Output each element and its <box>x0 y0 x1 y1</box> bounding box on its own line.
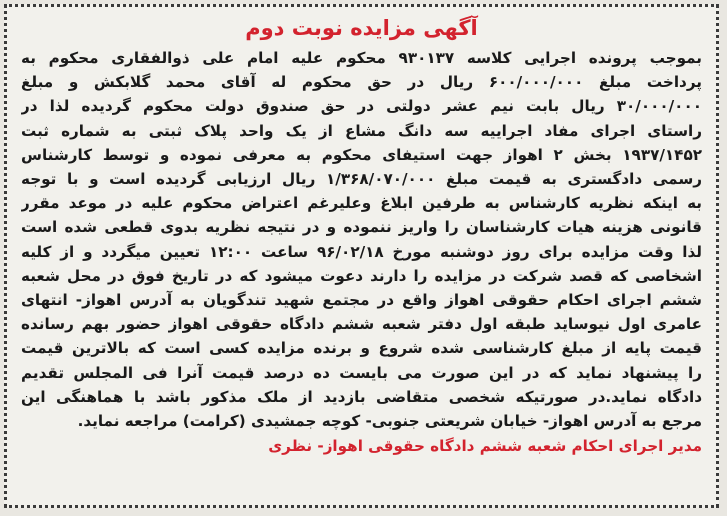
body-line: پرداخت مبلغ ۶۰۰/۰۰۰/۰۰۰ ریال در حق محکوم له آقای محمد گلابکش و مبلغ <box>21 73 702 92</box>
body-line: مرجع به آدرس اهواز- خیابان شریعتی جنوبی- کوچه جمشیدی (کرامت) مراجعه نماید. <box>77 412 702 431</box>
notice-signature: مدیر اجرای احکام شعبه ششم دادگاه حقوقی اهواز- نظری <box>268 437 702 456</box>
body-line: رسمی دادگستری به قیمت مبلغ ۱/۳۶۸/۰۷۰/۰۰۰ ریال ارزیابی گردیده است و با توجه <box>21 170 702 189</box>
body-line: به اینکه نظریه کارشناس به طرفین ابلاغ وعلیرغم اعتراض محکوم علیه در موعد مقرر <box>21 194 702 213</box>
body-line: بموجب پرونده اجرایی کلاسه ۹۳۰۱۳۷ محکوم علیه امام علی ذوالفقاری محکوم به <box>21 49 702 67</box>
body-line: اشخاصی که قصد شرکت در مزایده را دارند دعوت میشود که در تاریخ فوق در محل شعبه <box>21 266 702 285</box>
body-line: قانونی هزینه هیات کارشناسان را واریز ننموده و در نتیجه نظریه بدوی قطعی شده است <box>21 218 702 237</box>
body-line: راستای اجرای مفاد اجراییه سه دانگ مشاع از یک واحد پلاک ثبتی به شماره ثبت <box>21 121 702 140</box>
body-line: لذا وقت مزایده برای روز دوشنبه مورخ ۹۶/۰۲/۱۸ ساعت ۱۲:۰۰ تعیین میگردد و از کلیه <box>21 242 702 261</box>
body-line: را پیشنهاد نماید که در این صورت می بایست ده درصد قیمت آنرا فی المجلس تقدیم <box>21 363 702 382</box>
body-line: ۱۹۳۷/۱۴۵۲ بخش ۲ اهواز جهت استیفای محکوم به معرفی نموده و توسط کارشناس <box>21 145 702 164</box>
body-line: دادگاه نماید.در صورتیکه شخصی متقاضی بازدید از ملک مذکور باشد با هماهنگی این <box>21 387 702 406</box>
notice-body <box>21 46 702 433</box>
auction-notice <box>4 4 719 508</box>
body-line: قیمت پایه از مبلغ کارشناسی شده شروع و برنده مزایده کسی است که بالاترین قیمت <box>21 339 702 358</box>
notice-title: آگهی مزایده نوبت دوم <box>245 16 478 40</box>
body-line: عامری اول نیوساید طبقه اول دفتر شعبه ششم دادگاه حقوقی اهواز حضور بهم رسانده <box>21 315 702 334</box>
body-line: ۳۰/۰۰۰/۰۰۰ ریال بابت نیم عشر دولتی در حق صندوق دولت محکوم گردیده لذا در <box>21 97 702 116</box>
body-line: ششم اجرای احکام حقوقی اهواز واقع در مجتمع شهید تندگویان به آدرس اهواز- انتهای <box>21 291 702 310</box>
